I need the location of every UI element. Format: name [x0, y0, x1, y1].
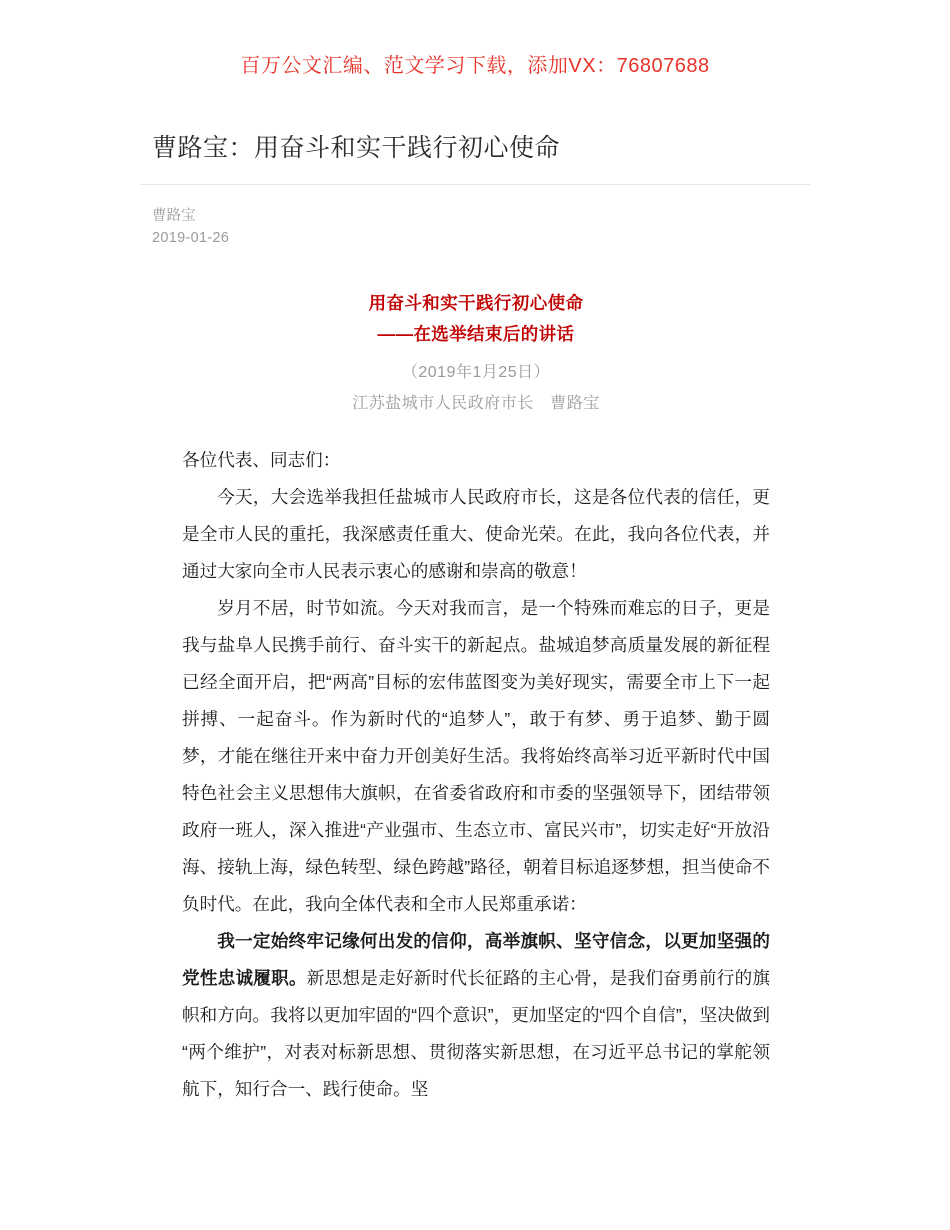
- byline-author: 曹路宝: [152, 208, 196, 224]
- speech-date: （2019年1月25日）: [401, 364, 551, 381]
- promo-banner-text: 百万公文汇编、范文学习下载，添加VX：76807688: [240, 55, 710, 77]
- byline-date: 2019-01-26: [152, 230, 230, 246]
- speech-author: 江苏盐城市人民政府市长 曹路宝: [352, 395, 600, 412]
- body-paragraph-3-bold-lead: 我一定始终牢记缘何出发的信仰，高举旗帜、坚守信念，以更加坚强的党性忠诚履职。: [182, 931, 770, 988]
- article-body: [182, 442, 770, 1108]
- body-paragraph-3: [182, 923, 770, 1108]
- article-header: [140, 128, 810, 249]
- speech-subtitle: ——在选举结束后的讲话: [377, 324, 575, 344]
- body-salutation: 各位代表、同志们：: [182, 450, 341, 470]
- byline: [140, 185, 810, 249]
- body-paragraph-3-text: 新思想是走好新时代长征路的主心骨，是我们奋勇前行的旗帜和方向。我将以更加牢固的“四个意识”，更加坚定的“四个自信”，坚决做到“两个维护”，对表对标新思想、贯彻落实新思想，在习近平总书记的掌舵领航下，知行合一、践行使命。坚: [182, 968, 770, 1099]
- body-paragraph-2: 岁月不居，时节如流。今天对我而言，是一个特殊而难忘的日子，更是我与盐阜人民携手前行、奋斗实干的新起点。盐城追梦高质量发展的新征程已经全面开启，把“两高”目标的宏伟蓝图变为美好现实，需要全市上下一起拼搏、一起奋斗。作为新时代的“追梦人”，敢于有梦、勇于追梦、勤于圆梦，才能在继往开来中奋力开创美好生活。我将始终高举习近平新时代中国特色社会主义思想伟大旗帜，在省委省政府和市委的坚强领导下，团结带领政府一班人，深入推进“产业强市、生态立市、富民兴市”，切实走好“开放沿海、接轨上海，绿色转型、绿色跨越”路径，朝着目标追逐梦想，担当使命不负时代。在此，我向全体代表和全市人民郑重承诺：: [182, 598, 770, 914]
- speech-title: 用奋斗和实干践行初心使命: [368, 293, 584, 313]
- body-paragraph-1: 今天，大会选举我担任盐城市人民政府市长，这是各位代表的信任，更是全市人民的重托，我深感责任重大、使命光荣。在此，我向各位代表，并通过大家向全市人民表示衷心的感谢和崇高的敬意！: [182, 487, 770, 581]
- speech-header: [182, 288, 770, 419]
- page-title: 曹路宝：用奋斗和实干践行初心使命: [152, 134, 561, 162]
